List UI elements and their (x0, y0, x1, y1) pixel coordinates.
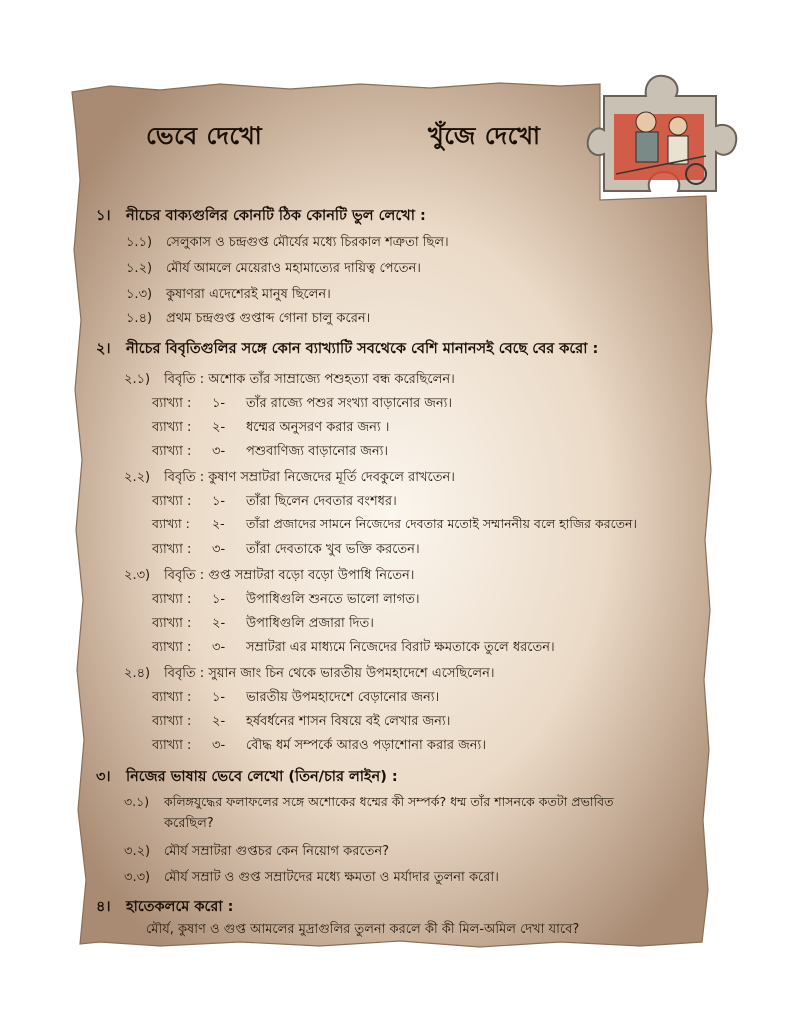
question-text: নীচের বাক্যগুলির কোনটি ঠিক কোনটি ভুল লেখো : (126, 208, 426, 224)
list-item (124, 794, 613, 814)
explanation-label: ব্যাখ্যা : (152, 396, 192, 411)
item-number: ১.৩) (126, 287, 153, 302)
item-text: কুষাণরা এদেশেরই মানুষ ছিলেন। (166, 287, 331, 302)
explanation-code: ১- (212, 396, 226, 411)
explanation-text: হর্ষবর্ধনের শাসন বিষয়ে বই লেখার জন্য। (246, 714, 451, 729)
statement (124, 468, 455, 489)
explanation-text: সম্রাটরা এর মাধ্যমে নিজেদের বিরাট ক্ষমতাকে তুলে ধরতেন। (246, 640, 555, 655)
explanation-text: ভারতীয় উপমহাদেশে বেড়ানোর জন্য। (246, 690, 440, 705)
header-find: খুঁজে দেখো (428, 122, 541, 150)
explanation-label: ব্যাখ্যা : (152, 616, 192, 631)
explanation-text: বৌদ্ধ ধর্ম সম্পর্কে আরও পড়াশোনা করার জন্য। (246, 738, 486, 753)
item-number: ৩.৩) (124, 870, 151, 885)
explanation-text: উপাধিগুলি শুনতে ভালো লাগত। (246, 592, 420, 607)
statement (124, 664, 494, 685)
statement (124, 370, 455, 391)
item-number: ২.১) (124, 372, 151, 387)
explanation (152, 688, 439, 709)
list-item (126, 285, 331, 306)
item-number: ১.২) (126, 261, 153, 276)
item-text: মৌর্য সম্রাট ও গুপ্ত সম্রাটদের মধ্যে ক্ষমতা ও মর্যাদার তুলনা করো। (164, 870, 499, 885)
explanation-label: ব্যাখ্যা : (152, 494, 192, 509)
statement-text: বিবৃতি : সুয়ান জাং চিন থেকে ভারতীয় উপমহাদেশে এসেছিলেন। (164, 666, 495, 681)
explanation-code: ১- (212, 592, 226, 607)
explanation-label: ব্যাখ্যা : (152, 420, 192, 435)
list-item (126, 259, 421, 280)
list-item (124, 868, 499, 889)
question-number: ৪। (96, 899, 111, 915)
item-text: প্রথম চন্দ্রগুপ্ত গুপ্তাব্দ গোনা চালু করেন। (166, 311, 371, 326)
item-number: ৩.২) (124, 844, 151, 859)
question-4-title (96, 896, 233, 920)
explanation-text: ধম্মের অনুসরণ করার জন্য । (246, 420, 390, 435)
item-number: ১.৪) (126, 311, 153, 326)
explanation-code: ৩- (212, 444, 226, 459)
item-number: ১.১) (126, 235, 153, 250)
explanation-label: ব্যাখ্যা : (152, 542, 192, 557)
explanation-text: তাঁর রাজ্যে পশুর সংখ্যা বাড়ানোর জন্য। (246, 396, 453, 411)
statement (124, 566, 414, 587)
explanation (152, 614, 374, 635)
question-number: ১। (96, 208, 111, 224)
explanation-code: ২- (212, 420, 226, 435)
explanation (152, 712, 450, 733)
explanation-label: ব্যাখ্যা : (152, 516, 190, 531)
list-item (126, 233, 449, 254)
question-2-title (96, 338, 598, 362)
item-text: মৌর্য সম্রাটরা গুপ্তচর কেন নিয়োগ করতেন? (164, 844, 390, 859)
explanation-text: তাঁরা ছিলেন দেবতার বংশধর। (246, 494, 397, 509)
explanation (152, 638, 555, 659)
statement-text: বিবৃতি : গুপ্ত সম্রাটরা বড়ো বড়ো উপাধি নিতেন। (164, 568, 415, 583)
explanation-label: ব্যাখ্যা : (152, 444, 192, 459)
explanation (152, 736, 486, 757)
explanation (152, 516, 637, 536)
explanation-code: ২- (212, 516, 225, 531)
explanation-label: ব্যাখ্যা : (152, 738, 192, 753)
explanation (152, 492, 397, 513)
statement-text: বিবৃতি : কুষাণ সম্রাটরা নিজেদের মূর্তি দেবকুলে রাখতেন। (164, 470, 455, 485)
question-number: ২। (96, 341, 111, 357)
explanation-code: ১- (212, 494, 226, 509)
explanation-code: ৩- (212, 640, 226, 655)
question-1-title (96, 205, 426, 229)
explanation-label: ব্যাখ্যা : (152, 640, 192, 655)
question-4-text: মৌর্য, কুষাণ ও গুপ্ত আমলের মুদ্রাগুলির তুলনা করলে কী কী মিল-অমিল দেখা যাবে? (146, 922, 580, 937)
explanation-label: ব্যাখ্যা : (152, 714, 192, 729)
item-text: কলিঙ্গযুদ্ধের ফলাফলের সঙ্গে অশোকের ধম্মের কী সম্পর্ক? ধম্ম তাঁর শাসনকে কতটা প্রভাবিত (164, 794, 614, 809)
question-3-title (96, 766, 398, 790)
statement-text: বিবৃতি : অশোক তাঁর সাম্রাজ্যে পশুহত্যা বন্ধ করেছিলেন। (164, 372, 455, 387)
explanation-code: ১- (212, 690, 226, 705)
explanation (152, 394, 452, 415)
explanation (152, 540, 420, 561)
list-item (126, 309, 370, 330)
item-number: ৩.১) (124, 794, 150, 809)
explanation-text: উপাধিগুলি প্রজারা দিত। (246, 616, 374, 631)
explanation (152, 590, 420, 611)
explanation-code: ২- (212, 714, 226, 729)
explanation-code: ৩- (212, 738, 226, 753)
explanation (152, 418, 389, 439)
item-text: মৌর্য আমলে মেয়েরাও মহামাত্যের দায়িত্ব পেতেন। (166, 261, 421, 276)
explanation-text: পশুবাণিজ্য বাড়ানোর জন্য। (246, 444, 389, 459)
explanation-text: তাঁরা দেবতাকে খুব ভক্তি করতেন। (246, 542, 420, 557)
question-text: হাতেকলমে করো : (126, 899, 234, 915)
list-item (124, 842, 389, 863)
header-think: ভেবে দেখো (146, 122, 263, 150)
explanation-code: ২- (212, 616, 226, 631)
explanation-label: ব্যাখ্যা : (152, 690, 192, 705)
item-number: ২.৪) (124, 666, 151, 681)
explanation-label: ব্যাখ্যা : (152, 592, 192, 607)
explanation (152, 442, 388, 463)
question-text: নীচের বিবৃতিগুলির সঙ্গে কোন ব্যাখ্যাটি সবথেকে বেশি মানানসই বেছে বের করো : (126, 341, 599, 357)
item-text: সেলুকাস ও চন্দ্রগুপ্ত মৌর্যের মধ্যে চিরকাল শত্রুতা ছিল। (166, 235, 449, 250)
explanation-code: ৩- (212, 542, 226, 557)
question-number: ৩। (96, 769, 111, 785)
item-number: ২.৩) (124, 568, 151, 583)
explanation-text: তাঁরা প্রজাদের সামনে নিজেদের দেবতার মতোই সম্মাননীয় বলে হাজির করতেন। (246, 516, 637, 531)
item-number: ২.২) (124, 470, 151, 485)
list-item-continuation: করেছিল? (164, 816, 214, 831)
question-text: নিজের ভাষায় ভেবে লেখো (তিন/চার লাইন) : (126, 769, 398, 785)
